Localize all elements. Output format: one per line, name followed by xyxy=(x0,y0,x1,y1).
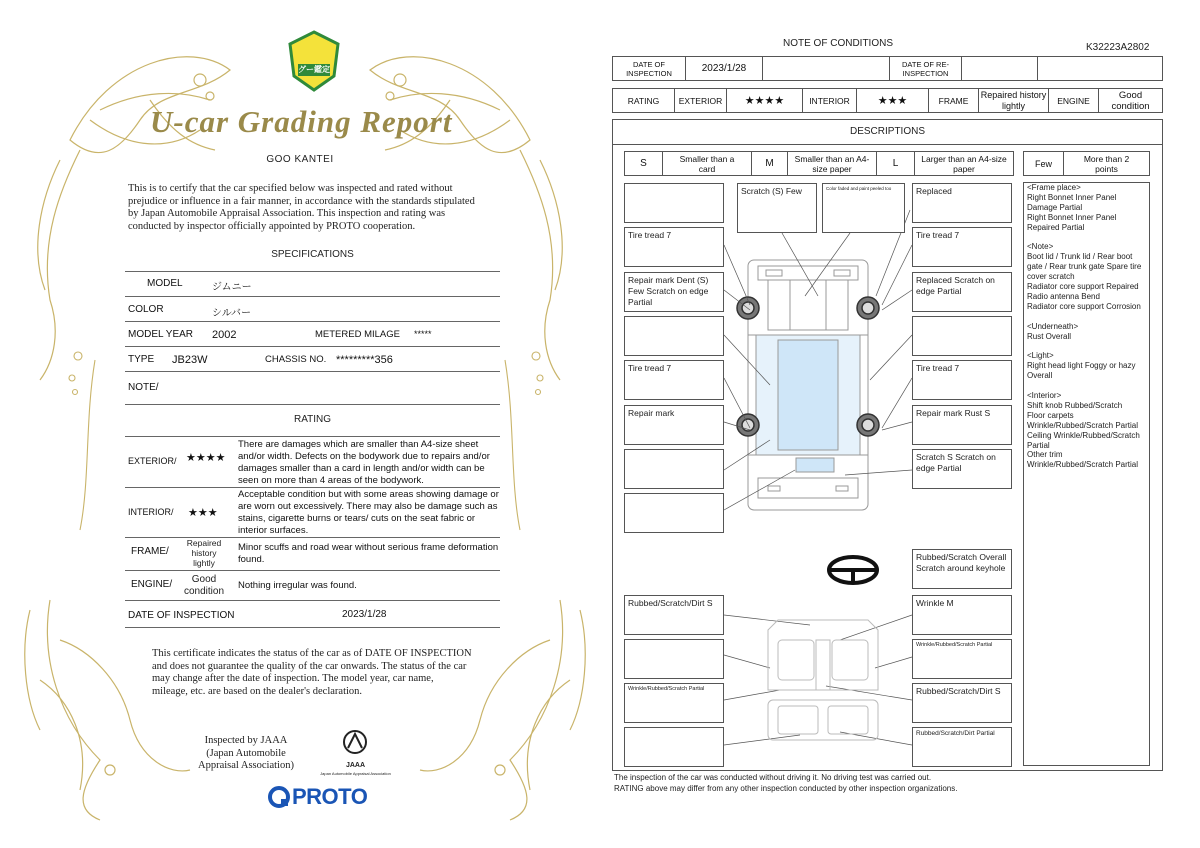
exterior-label: EXTERIOR/ xyxy=(128,456,177,466)
jaaa-logo xyxy=(318,728,393,780)
condition-box-left-rear: Repair mark xyxy=(624,405,724,445)
exterior-stars: ★★★★ xyxy=(186,452,226,464)
condition-box-interior-left-2 xyxy=(624,639,724,679)
conditions-footer-2: RATING above may differ from any other inspection conducted by other inspection organizations. xyxy=(614,784,958,793)
color-label: COLOR xyxy=(128,304,164,315)
exterior-description: There are damages which are smaller than A4-size sheet and/or width. Defects on the bodywork due to repairs and/or damages smaller than a card in length and/or width can be seen on more than 4 areas of the bodywork. xyxy=(238,439,490,486)
condition-box-interior-right-2: Wrinkle/Rubbed/Scratch Partial xyxy=(912,639,1012,679)
conditions-heading: NOTE OF CONDITIONS xyxy=(783,38,893,49)
reference-number: K32223A2802 xyxy=(1086,42,1150,53)
condition-box-tire-front-left: Tire tread 7 xyxy=(624,227,724,267)
condition-box-steering: Rubbed/Scratch Overall Scratch around keyhole xyxy=(912,549,1012,589)
condition-box-right-middle xyxy=(912,316,1012,356)
note-label: NOTE/ xyxy=(128,382,159,393)
rating-label-cell: RATING xyxy=(613,89,675,112)
legend-l: L xyxy=(877,152,915,175)
certificate-intro: This is to certify that the car specified below was inspected and rated without prejudice or influence in a fair manner, in accordance with the standards stipulated by Japan Automobile Appraisal Association. This inspection and rating was conducted by inspector officially appointed by PROTO cooperation. xyxy=(128,183,475,232)
certificate-footer-note: This certificate indicates the status of the car as of DATE OF INSPECTION and does not guarantee the quality of the car onwards. The status of the car may change after the date of inspection. The model year, car name, mileage, etc. are based on the dealer's declaration. xyxy=(152,648,472,697)
model-year-value: 2002 xyxy=(212,329,237,341)
goo-kantei-badge xyxy=(288,30,340,92)
legend-more: More than 2 points xyxy=(1083,153,1130,174)
condition-box-front-right: Replaced xyxy=(912,183,1012,223)
chassis-value: *********356 xyxy=(336,354,393,366)
vehicle-interior-diagram xyxy=(758,610,888,750)
condition-box-rear-right: Scratch S Scratch on edge Partial xyxy=(912,449,1012,489)
type-value: JB23W xyxy=(172,354,208,366)
legend-m: M xyxy=(752,152,788,175)
condition-box-interior-right-3: Rubbed/Scratch/Dirt S xyxy=(912,683,1012,723)
condition-box-left-middle xyxy=(624,316,724,356)
interior-stars: ★★★ xyxy=(188,507,218,519)
condition-box-tire-rear-right: Tire tread 7 xyxy=(912,360,1012,400)
rating-rule xyxy=(125,487,500,488)
legend-s: S xyxy=(625,152,663,175)
condition-box-interior-left-4 xyxy=(624,727,724,767)
spec-rule xyxy=(125,271,500,272)
model-label: MODEL xyxy=(147,278,183,289)
rating-rule xyxy=(125,600,500,601)
condition-box-right-rear: Repair mark Rust S xyxy=(912,405,1012,445)
descriptions-heading: DESCRIPTIONS xyxy=(849,126,925,137)
interior-label-cell: INTERIOR xyxy=(803,89,857,112)
date-of-inspection-value-cell: 2023/1/28 xyxy=(686,57,763,80)
certificate-title: U-car Grading Report xyxy=(150,104,453,139)
certificate-subtitle: GOO KANTEI xyxy=(266,154,334,165)
model-year-label: MODEL YEAR xyxy=(128,329,194,340)
inspected-by-text: Inspected by JAAA (Japan Automobile Appraisal Association) xyxy=(198,735,294,771)
date-of-inspection-label: DATE OF INSPECTION xyxy=(128,610,235,621)
engine-value: Good condition xyxy=(183,574,225,597)
conditions-footer-1: The inspection of the car was conducted without driving it. No driving test was carried out. xyxy=(614,773,932,782)
engine-label-cell: ENGINE xyxy=(1049,89,1099,112)
condition-box-interior-left-1: Rubbed/Scratch/Dirt S xyxy=(624,595,724,635)
legend-l-text: Larger than an A4-size paper xyxy=(921,153,1007,174)
rating-rule xyxy=(125,436,500,437)
color-value: シルバー xyxy=(212,308,252,319)
spec-rule xyxy=(125,296,500,297)
condition-box-right-front-door: Replaced Scratch on edge Partial xyxy=(912,272,1012,312)
rating-heading: RATING xyxy=(293,414,332,425)
condition-box-front-bumper: Scratch (S) Few xyxy=(737,183,817,233)
condition-box-rear-left xyxy=(624,493,724,533)
model-value: ジムニー xyxy=(212,282,252,293)
spec-rule xyxy=(125,321,500,322)
type-label: TYPE xyxy=(128,354,155,365)
condition-box-interior-left-3: Wrinkle/Rubbed/Scratch Partial xyxy=(624,683,724,723)
steering-wheel-icon xyxy=(826,554,880,586)
spec-rule xyxy=(125,404,500,405)
rating-rule xyxy=(125,627,500,628)
badge-text: グー鑑定 xyxy=(298,65,330,74)
frame-value-cell: Repaired history lightly xyxy=(979,89,1049,112)
exterior-label-cell: EXTERIOR xyxy=(675,89,727,112)
metered-milage-label: METERED MILAGE xyxy=(315,329,400,340)
interior-description: Acceptable condition but with some areas showing damage or are worn out excessively. There may also be damage such as stains, cigarette burns or tears/ cuts on the seat fabric or interior surfaces. xyxy=(238,489,499,536)
frame-value: Repaired history lightly xyxy=(186,538,222,568)
exterior-stars-cell: ★★★★ xyxy=(727,89,803,112)
condition-box-left-rear-lower xyxy=(624,449,724,489)
chassis-label: CHASSIS NO. xyxy=(265,354,327,365)
condition-box-tire-rear-left: Tire tread 7 xyxy=(624,360,724,400)
proto-logo xyxy=(268,784,368,810)
jaaa-logo-subtitle: Japan Automobile Appraisal Association xyxy=(320,771,391,776)
legend-few: Few xyxy=(1024,152,1064,175)
rating-rule xyxy=(125,570,500,571)
date-of-inspection-value: 2023/1/28 xyxy=(342,609,387,620)
date-of-inspection-cell: DATE OF INSPECTION xyxy=(613,57,686,80)
proto-logo-text: PROTO xyxy=(292,784,368,809)
notes-side-text: <Frame place> Right Bonnet Inner Panel Damage Partial Right Bonnet Inner Panel Repaired Partial <Note> Boot lid / Trunk lid / Rear boot gate / Rear trunk gate Spare tire cover scratch Radiator core support Repaired Radio antenna Bend Radiator core support Corrosion <Underneath> Rust Overall <Light> Right head light Foggy or hazy Overall <Interior> Shift knob Rubbed/Scratch Floor carpets Wrinkle/Rubbed/Scratch Partial Ceiling Wrinkle/Rubbed/Scratch Partial Other trim Wrinkle/Rubbed/Scratch Partial xyxy=(1027,183,1142,470)
spec-rule xyxy=(125,371,500,372)
frame-label-cell: FRAME xyxy=(929,89,979,112)
condition-box-tire-front-right: Tire tread 7 xyxy=(912,227,1012,267)
jaaa-logo-text: JAAA xyxy=(345,762,366,769)
condition-box-interior-right-1: Wrinkle M xyxy=(912,595,1012,635)
frame-description: Minor scuffs and road wear without serious frame deformation found. xyxy=(238,542,499,565)
engine-value-cell: Good condition xyxy=(1111,89,1150,112)
condition-box-front-left xyxy=(624,183,724,223)
spec-rule xyxy=(125,346,500,347)
legend-s-text: Smaller than a card xyxy=(663,152,752,175)
interior-stars-cell: ★★★ xyxy=(857,89,929,112)
conditions-panel xyxy=(600,0,1200,848)
frame-label: FRAME/ xyxy=(131,546,169,557)
engine-label: ENGINE/ xyxy=(131,579,173,590)
condition-box-left-front-door: Repair mark Dent (S) Few Scratch on edge Partial xyxy=(624,272,724,312)
interior-label: INTERIOR/ xyxy=(128,507,174,517)
engine-description: Nothing irregular was found. xyxy=(238,580,357,591)
metered-milage-value: ***** xyxy=(414,329,432,339)
condition-box-bonnet: Color faded and paint peeled too xyxy=(822,183,905,233)
legend-m-text: Smaller than an A4-size paper xyxy=(788,152,877,175)
condition-box-interior-right-4: Rubbed/Scratch/Dirt Partial xyxy=(912,727,1012,767)
re-inspection-cell: DATE OF RE-INSPECTION xyxy=(889,57,962,80)
specifications-heading: SPECIFICATIONS xyxy=(271,249,354,260)
